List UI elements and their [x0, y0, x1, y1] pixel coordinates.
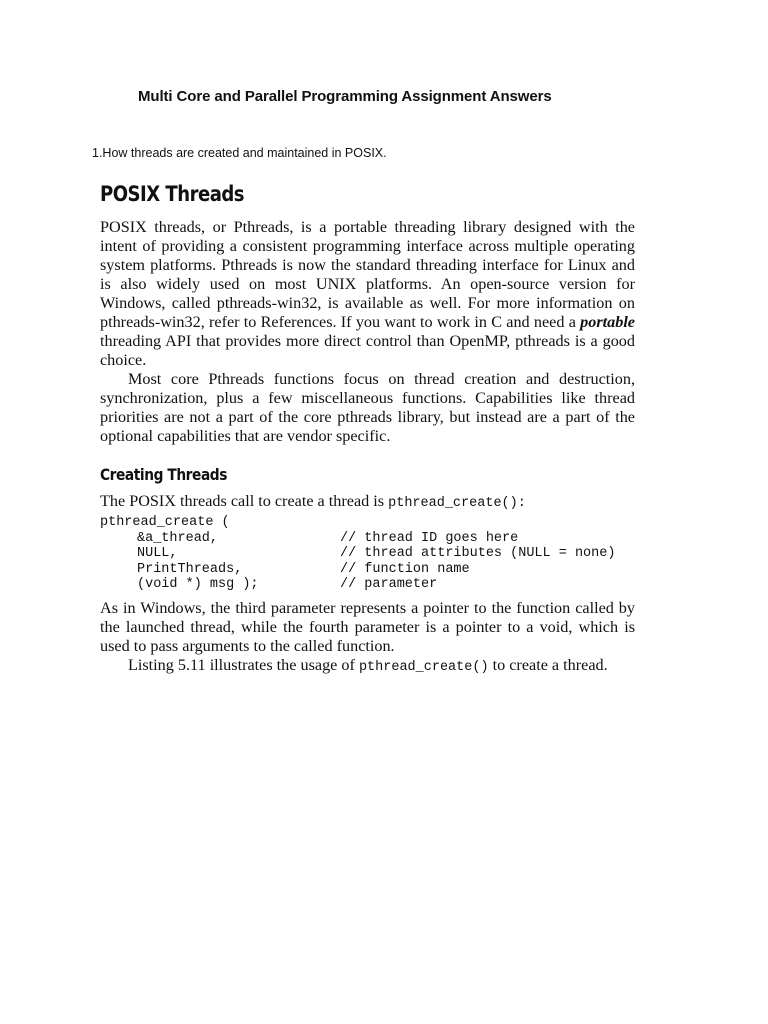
- creating-threads-heading: Creating Threads: [100, 465, 227, 484]
- code-comment: // parameter: [340, 577, 438, 592]
- intro-paragraph-end: threading API that provides more direct control than OpenMP, pthreads is a good choice.: [100, 332, 635, 369]
- code-line: [100, 562, 635, 578]
- portable-emphasis: portable: [580, 313, 635, 331]
- code-line: [100, 515, 635, 531]
- scanned-excerpt: [100, 180, 635, 677]
- create-call-paragraph: [100, 492, 635, 513]
- code-argument: NULL,: [137, 546, 178, 561]
- code-comment: // function name: [340, 561, 470, 577]
- page-title: Multi Core and Parallel Programming Assignment Answers: [138, 88, 552, 105]
- create-call-text: The POSIX threads call to create a thread is: [100, 492, 389, 510]
- intro-paragraph-text: POSIX threads, or Pthreads, is a portable threading library designed with the intent of providing a consistent programming interface across multiple operating system platforms. Pthreads is now the standard threading interface for Linux and is also widely used on most UNIX platforms. An open-source version for Windows, called pthreads-win32, is available as well. For more information on pthreads-win32, refer to References. If you want to work in C and need a: [100, 218, 635, 331]
- create-call-code: pthread_create():: [388, 496, 526, 511]
- parameters-paragraph: As in Windows, the third parameter represents a pointer to the function called by the launched thread, while the fourth parameter is a pointer to a void, which is used to pass arguments to the called function.: [100, 598, 635, 655]
- code-comment: // thread ID goes here: [340, 530, 519, 546]
- listing-text: Listing 5.11 illustrates the usage of: [128, 655, 359, 674]
- functions-paragraph: Most core Pthreads functions focus on thread creation and destruction, synchronization, plus a few miscellaneous functions. Capabilities like thread priorities are not a part of the core pthreads library, but instead are a part of the optional capabilities that are vendor specific.: [100, 370, 635, 445]
- code-argument: &a_thread,: [137, 530, 219, 546]
- code-listing: [100, 515, 635, 593]
- code-argument: PrintThreads,: [137, 561, 243, 577]
- intro-paragraph: [100, 218, 635, 370]
- code-argument: (void *) msg );: [137, 577, 259, 592]
- section-heading: POSIX Threads: [100, 182, 245, 206]
- code-comment: // thread attributes (NULL = none): [340, 546, 616, 561]
- listing-code: pthread_create(): [358, 659, 489, 675]
- question-text: 1.How threads are created and maintained in POSIX.: [92, 146, 387, 160]
- listing-text-end: to create a thread.: [488, 655, 608, 674]
- code-line: [100, 546, 635, 562]
- code-function-name: pthread_create (: [100, 515, 230, 530]
- code-line: [100, 577, 635, 593]
- code-line: [100, 531, 635, 547]
- listing-paragraph: [100, 656, 635, 677]
